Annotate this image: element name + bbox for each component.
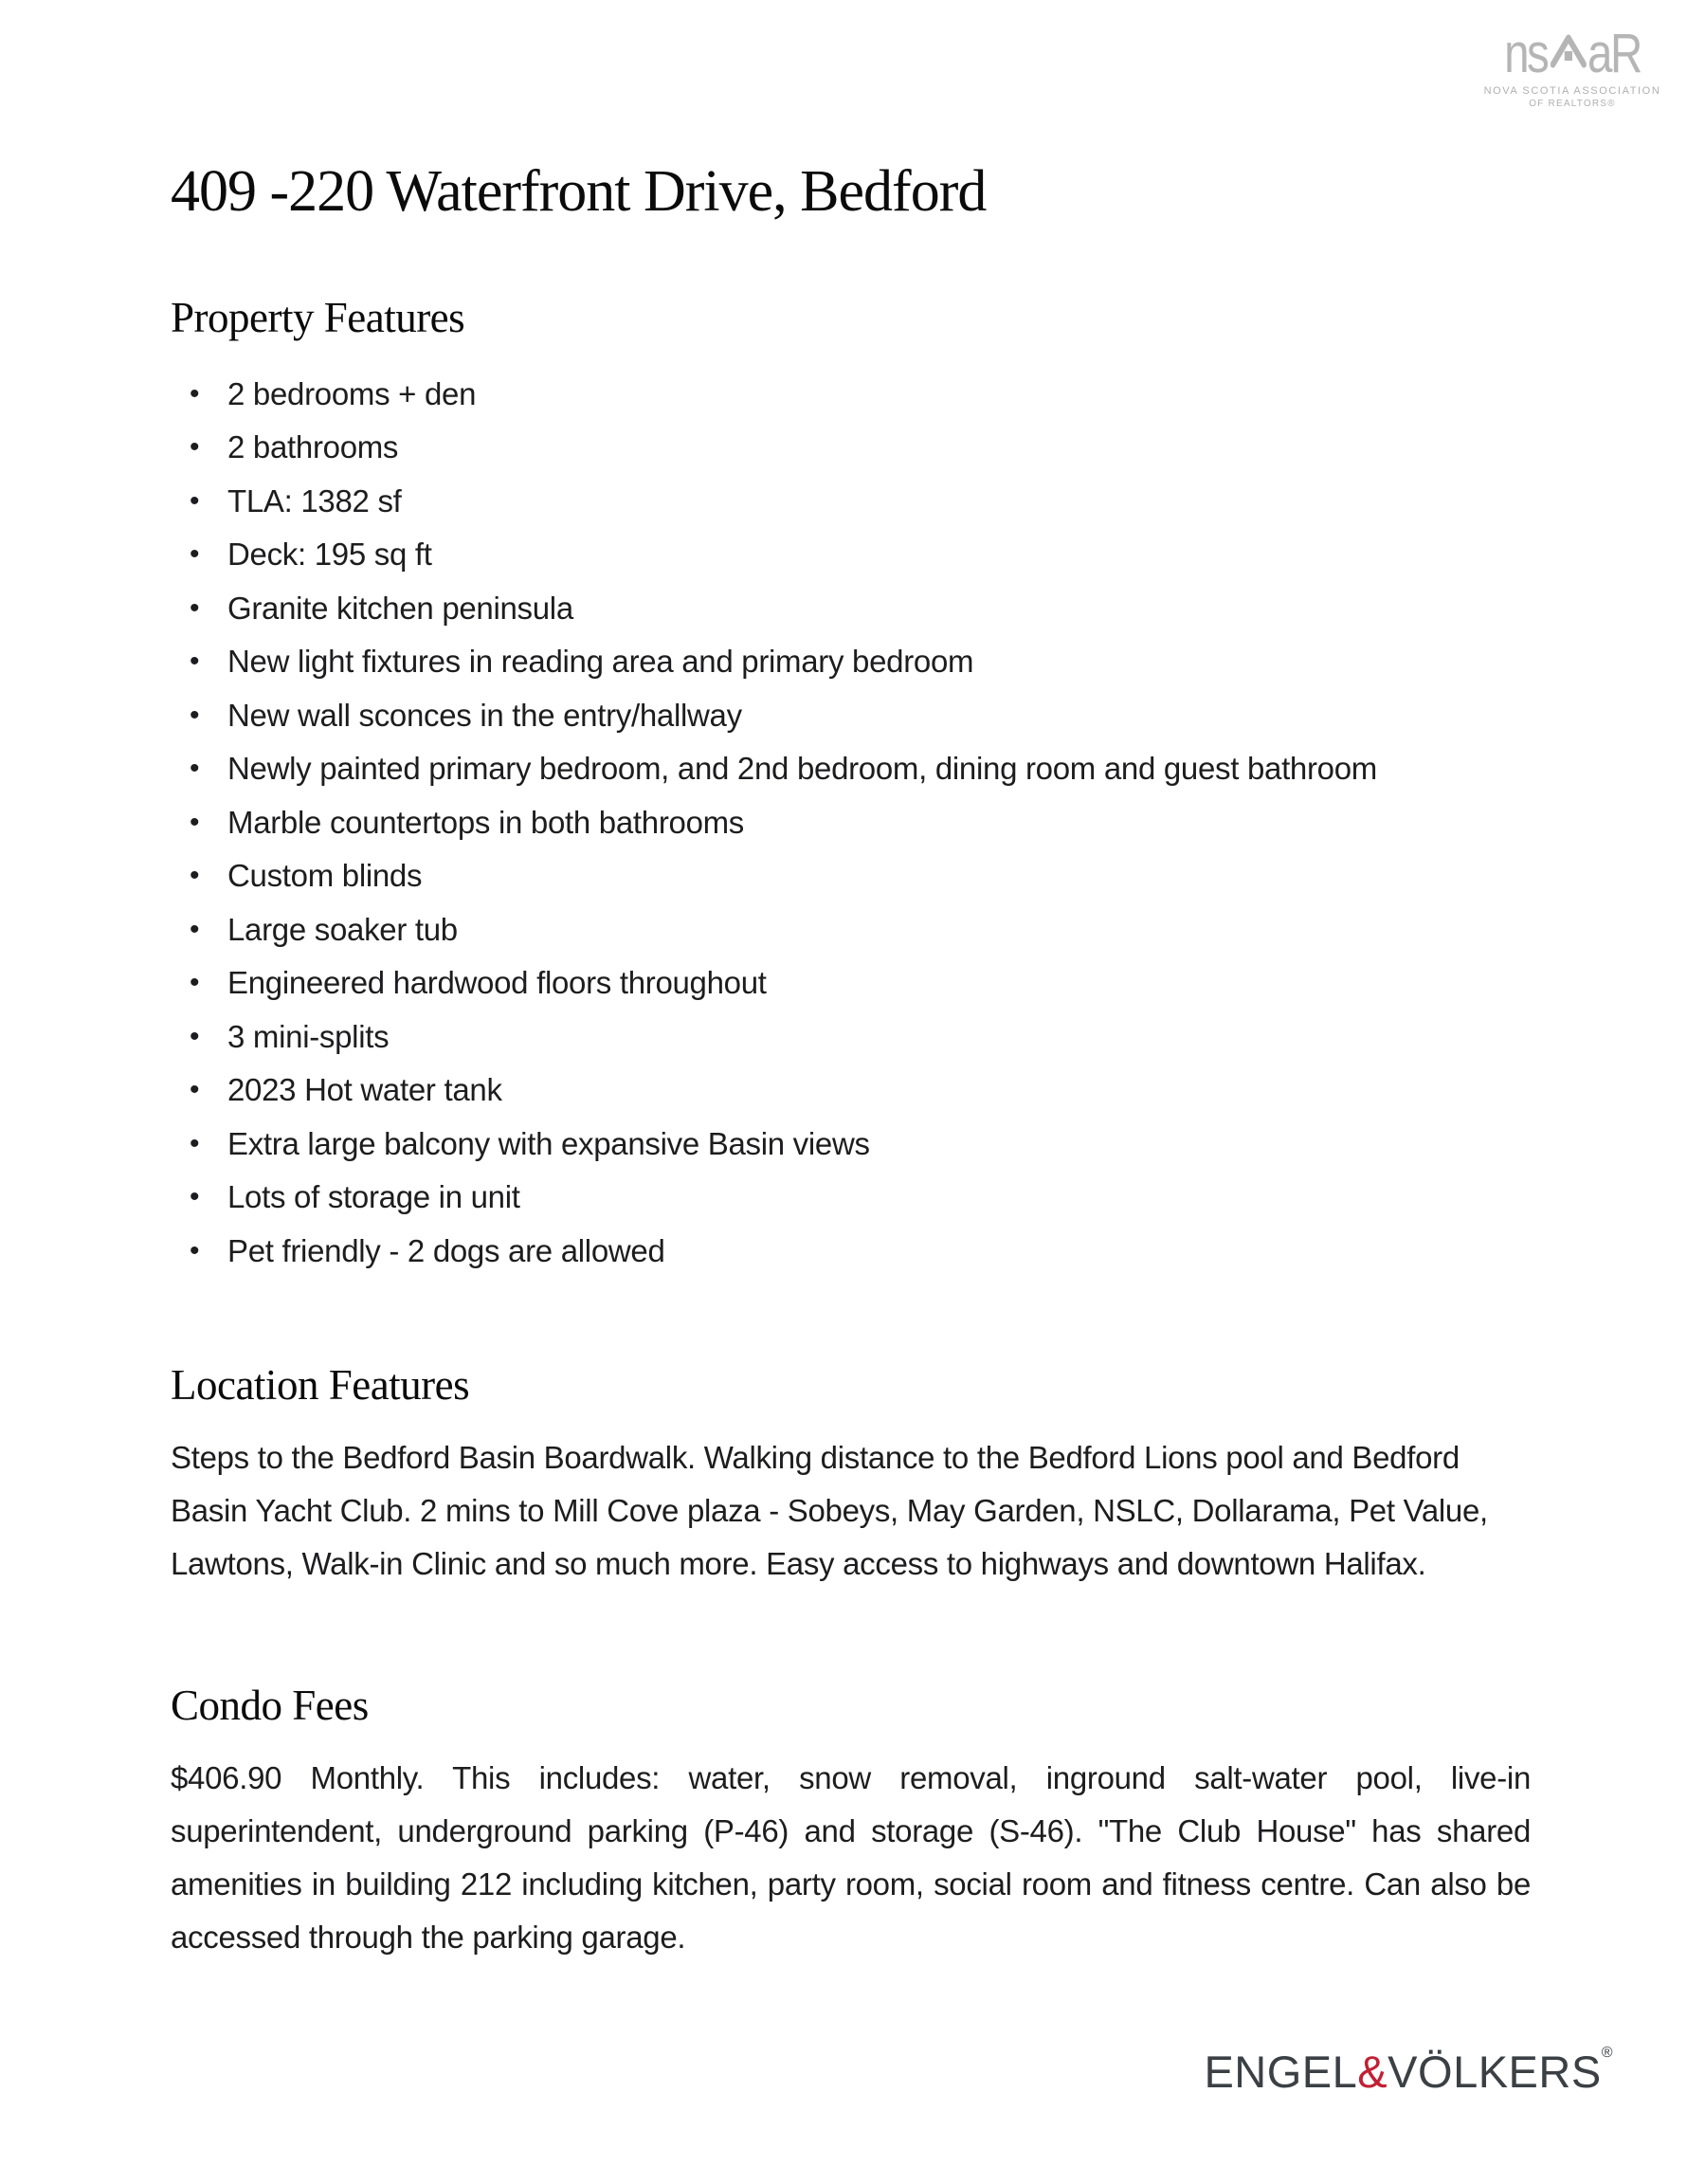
list-item-text: 3 mini-splits — [227, 1018, 390, 1054]
list-item-text: Large soaker tub — [227, 911, 458, 947]
registered-trademark-icon: ® — [1601, 2045, 1613, 2061]
bullet-icon: • — [190, 1074, 200, 1106]
nsar-logo — [1473, 23, 1672, 110]
list-item — [171, 742, 1531, 796]
list-item-text: Marble countertops in both bathrooms — [227, 804, 745, 840]
list-item-text: Newly painted primary bedroom, and 2nd bedroom, dining room and guest bathroom — [227, 751, 1377, 787]
bullet-icon: • — [190, 538, 200, 571]
list-item — [171, 796, 1531, 850]
nsar-wordmark — [1491, 23, 1654, 82]
nsar-subtext-line2: OF REALTORS® — [1529, 98, 1616, 109]
list-item-text: Custom blinds — [227, 858, 423, 894]
bullet-icon: • — [190, 431, 200, 464]
property-features-list — [171, 368, 1531, 1279]
ev-logo-volkers: VÖLKERS — [1388, 2047, 1602, 2097]
bullet-icon: • — [190, 646, 200, 678]
list-item-text: 2 bathrooms — [227, 429, 399, 465]
property-features-heading: Property Features — [171, 294, 465, 342]
bullet-icon: • — [190, 592, 200, 624]
house-roof-icon — [1551, 23, 1587, 78]
bullet-icon: • — [190, 753, 200, 785]
ev-logo-ampersand: & — [1357, 2047, 1388, 2097]
list-item — [171, 635, 1531, 689]
list-item — [171, 1010, 1531, 1065]
engel-volkers-logo — [1204, 2045, 1613, 2097]
bullet-icon: • — [190, 699, 200, 731]
bullet-icon: • — [190, 484, 200, 517]
list-item — [171, 849, 1531, 903]
bullet-icon: • — [190, 377, 200, 410]
list-item-text: Pet friendly - 2 dogs are allowed — [227, 1232, 665, 1268]
list-item-text: 2 bedrooms + den — [227, 375, 477, 411]
nsar-wordmark-ar: aR — [1587, 23, 1641, 84]
condo-fees-heading: Condo Fees — [171, 1682, 369, 1730]
nsar-subtext-line1: NOVA SCOTIA ASSOCIATION — [1483, 85, 1661, 97]
bullet-icon: • — [190, 1020, 200, 1052]
condo-fees-paragraph: $406.90 Monthly. This includes: water, snow removal, inground salt-water pool, live-in superintendent, underground parking (P-46) and storage (S-46). "The Club House" has shared amenities in building 212 including kitchen, party room, social room and fitness centre. Can also be accessed through the parking garage. — [171, 1759, 1531, 1955]
list-item — [171, 368, 1531, 422]
list-item-text: Extra large balcony with expansive Basin views — [227, 1125, 870, 1161]
list-item — [171, 1118, 1531, 1172]
list-item-text: Engineered hardwood floors throughout — [227, 965, 767, 1001]
location-features-paragraph: Steps to the Bedford Basin Boardwalk. Walking distance to the Bedford Lions pool and Bedford Basin Yacht Club. 2 mins to Mill Cove plaza - Sobeys, May Garden, NSLC, Dollarama, Pet Value, Lawtons, Walk-in Clinic and so much more. Easy access to highways and downtown Halifax. — [171, 1440, 1488, 1582]
bullet-icon: • — [190, 806, 200, 838]
ev-logo-engel: ENGEL — [1204, 2047, 1358, 2097]
list-item-text: Granite kitchen peninsula — [227, 590, 573, 626]
list-item-text: 2023 Hot water tank — [227, 1072, 502, 1108]
list-item — [171, 421, 1531, 475]
list-item — [171, 956, 1531, 1010]
nsar-subtext — [1473, 85, 1672, 110]
location-features-heading: Location Features — [171, 1361, 470, 1410]
bullet-icon: • — [190, 1181, 200, 1213]
bullet-icon: • — [190, 1234, 200, 1266]
bullet-icon: • — [190, 860, 200, 892]
list-item — [171, 1225, 1531, 1279]
bullet-icon: • — [190, 1127, 200, 1159]
list-item — [171, 475, 1531, 529]
list-item-text: New wall sconces in the entry/hallway — [227, 697, 742, 733]
list-item — [171, 582, 1531, 636]
page-title: 409 -220 Waterfront Drive, Bedford — [171, 159, 987, 224]
nsar-wordmark-ns: ns — [1504, 23, 1548, 84]
list-item-text: Deck: 195 sq ft — [227, 537, 432, 573]
list-item — [171, 528, 1531, 582]
list-item-text: New light fixtures in reading area and primary bedroom — [227, 644, 974, 680]
list-item — [171, 689, 1531, 743]
list-item-text: Lots of storage in unit — [227, 1179, 520, 1215]
list-item — [171, 1064, 1531, 1118]
bullet-icon: • — [190, 913, 200, 945]
list-item — [171, 1171, 1531, 1225]
list-item-text: TLA: 1382 sf — [227, 482, 402, 519]
bullet-icon: • — [190, 967, 200, 999]
list-item — [171, 903, 1531, 957]
